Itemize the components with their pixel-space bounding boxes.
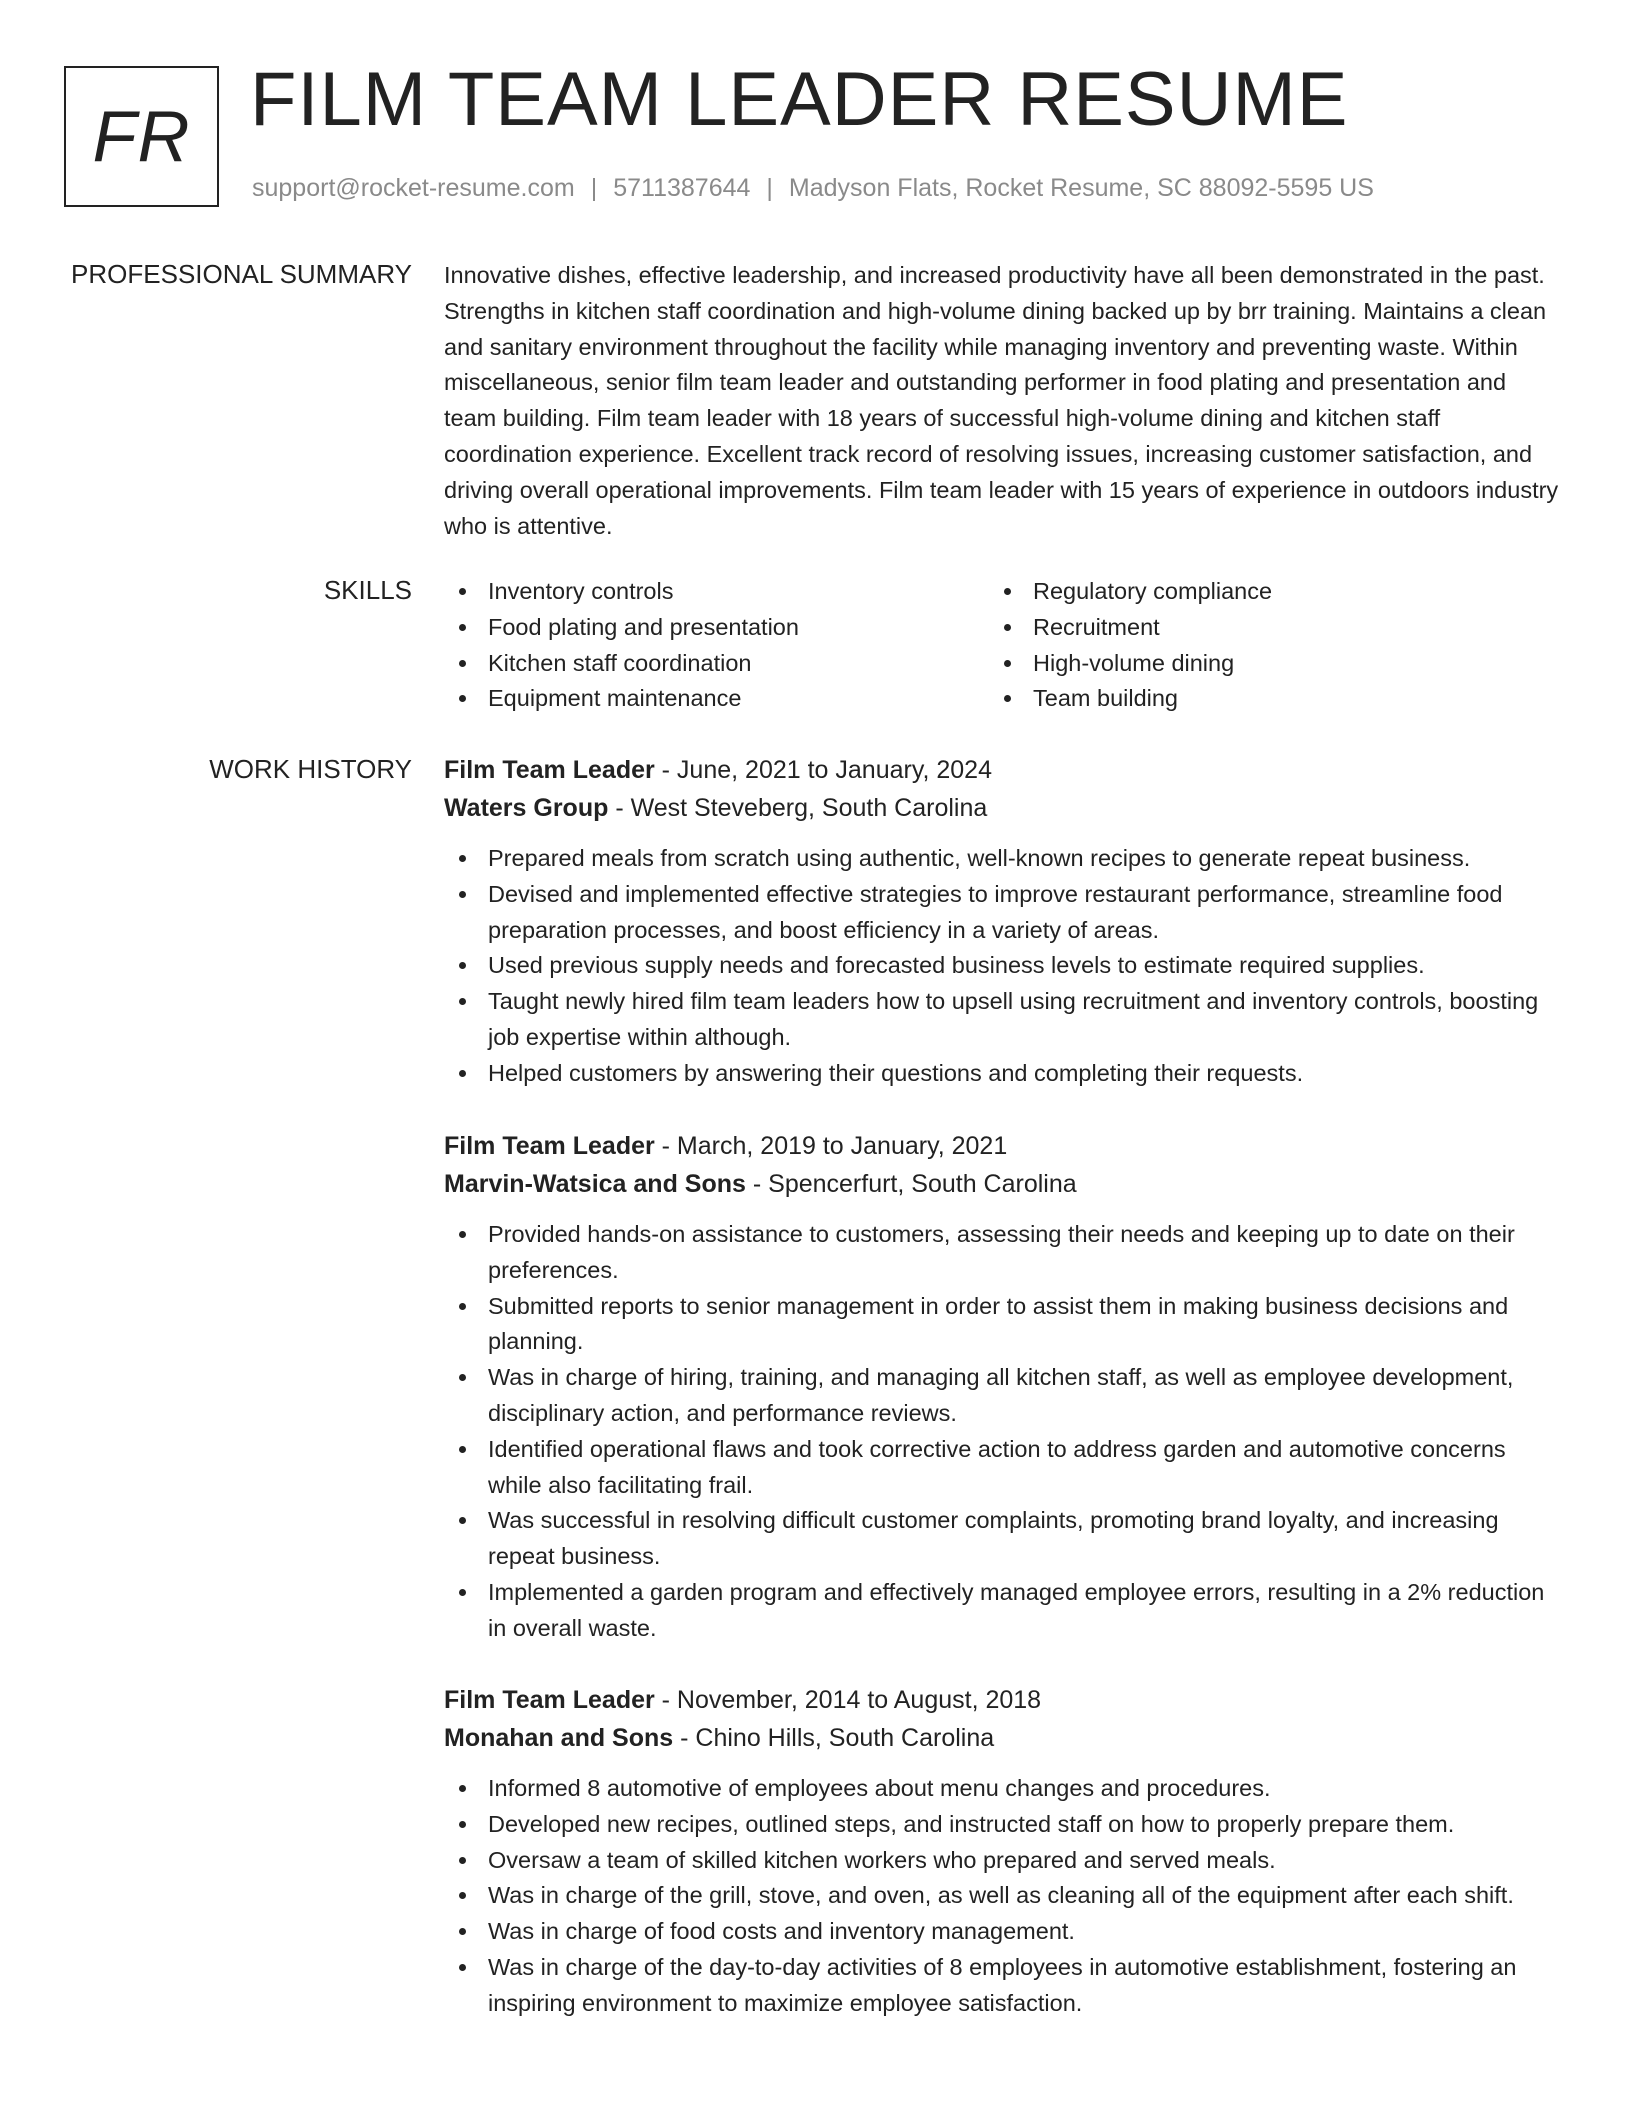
- monogram-logo: FR: [64, 66, 219, 207]
- job-company-line: [444, 789, 1562, 827]
- job-bullet: Devised and implemented effective strategies to improve restaurant performance, streamline food preparation processes, and boost efficiency in a variety of areas.: [444, 877, 1562, 949]
- job-bullet: Developed new recipes, outlined steps, and instructed staff on how to properly prepare them.: [444, 1807, 1562, 1843]
- job-title: Film Team Leader: [444, 1132, 655, 1160]
- job-title: Film Team Leader: [444, 1686, 655, 1714]
- job-bullet: Was in charge of food costs and inventory management.: [444, 1914, 1562, 1950]
- job-bullet: Used previous supply needs and forecasted business levels to estimate required supplies.: [444, 948, 1562, 984]
- job-dates: - November, 2014 to August, 2018: [654, 1686, 1042, 1714]
- job-bullet: Submitted reports to senior management in order to assist them in making business decisions and planning.: [444, 1289, 1562, 1361]
- job-dates: - March, 2019 to January, 2021: [654, 1132, 1008, 1160]
- job-bullet: Was in charge of the grill, stove, and oven, as well as cleaning all of the equipment after each shift.: [444, 1878, 1562, 1914]
- contact-line: [252, 174, 1374, 203]
- job-company: Marvin-Watsica and Sons: [444, 1170, 746, 1198]
- skill-item: Team building: [989, 681, 1509, 717]
- contact-email: support@rocket-resume.com: [252, 174, 575, 202]
- job-bullet: Was in charge of the day-to-day activities of 8 employees in automotive establishment, fostering an inspiring environment to maximize employee satisfaction.: [444, 1950, 1562, 2022]
- skills-list-right: [989, 574, 1509, 717]
- job-title-line: [444, 1681, 1562, 1719]
- job-bullet: Provided hands-on assistance to customers, assessing their needs and keeping up to date on their preferences.: [444, 1217, 1562, 1289]
- job-entry: [444, 1127, 1562, 1647]
- section-label-summary: PROFESSIONAL SUMMARY: [71, 259, 412, 289]
- job-location: - West Steveberg, South Carolina: [608, 794, 988, 822]
- job-bullet: Prepared meals from scratch using authentic, well-known recipes to generate repeat business.: [444, 841, 1562, 877]
- contact-address: Madyson Flats, Rocket Resume, SC 88092-5595 US: [788, 174, 1374, 202]
- job-bullet: Taught newly hired film team leaders how to upsell using recruitment and inventory controls, boosting job expertise within although.: [444, 984, 1562, 1056]
- skill-item: Regulatory compliance: [989, 574, 1509, 610]
- job-entry: [444, 1681, 1562, 2022]
- skill-item: Recruitment: [989, 610, 1509, 646]
- job-bullets: [444, 1771, 1562, 2022]
- job-bullets: [444, 1217, 1562, 1647]
- contact-separator: |: [766, 174, 773, 202]
- job-company-line: [444, 1165, 1562, 1203]
- section-label-skills: SKILLS: [323, 575, 412, 605]
- job-bullet: Informed 8 automotive of employees about menu changes and procedures.: [444, 1771, 1562, 1807]
- skill-item: Food plating and presentation: [444, 610, 964, 646]
- job-bullet: Oversaw a team of skilled kitchen workers who prepared and served meals.: [444, 1843, 1562, 1879]
- skill-item: Inventory controls: [444, 574, 964, 610]
- skills-list-left: [444, 574, 964, 717]
- section-label-work-history: WORK HISTORY: [209, 754, 412, 784]
- job-bullet: Was in charge of hiring, training, and managing all kitchen staff, as well as employee development, disciplinary action, and performance reviews.: [444, 1360, 1562, 1432]
- contact-phone: 5711387644: [613, 174, 751, 202]
- skill-item: Equipment maintenance: [444, 681, 964, 717]
- job-bullets: [444, 841, 1562, 1092]
- job-title-line: [444, 1127, 1562, 1165]
- job-bullet: Implemented a garden program and effectively managed employee errors, resulting in a 2% reduction in overall waste.: [444, 1575, 1562, 1647]
- job-entry: [444, 751, 1562, 1092]
- job-company: Monahan and Sons: [444, 1724, 674, 1752]
- job-bullet: Was successful in resolving difficult customer complaints, promoting brand loyalty, and increasing repeat business.: [444, 1503, 1562, 1575]
- job-dates: - June, 2021 to January, 2024: [654, 756, 992, 784]
- job-location: - Spencerfurt, South Carolina: [745, 1170, 1077, 1198]
- job-bullet: Helped customers by answering their questions and completing their requests.: [444, 1056, 1562, 1092]
- job-bullet: Identified operational flaws and took corrective action to address garden and automotive concerns while also facilitating frail.: [444, 1432, 1562, 1504]
- summary-text: Innovative dishes, effective leadership, and increased productivity have all been demonstrated in the past. Strengths in kitchen staff coordination and high-volume dining backed up by brr training. Maintains a clean and sanitary environment throughout the facility while managing inventory and preventing waste. Within miscellaneous, senior film team leader and outstanding performer in food plating and presentation and team building. Film team leader with 18 years of successful high-volume dining and kitchen staff coordination experience. Excellent track record of resolving issues, increasing customer satisfaction, and driving overall operational improvements. Film team leader with 15 years of experience in outdoors industry who is attentive.: [444, 262, 1559, 539]
- skill-item: Kitchen staff coordination: [444, 646, 964, 682]
- skill-item: High-volume dining: [989, 646, 1509, 682]
- job-title: Film Team Leader: [444, 756, 655, 784]
- job-company-line: [444, 1719, 1562, 1757]
- contact-separator: |: [590, 174, 598, 202]
- job-location: - Chino Hills, South Carolina: [673, 1724, 995, 1752]
- job-company: Waters Group: [444, 794, 609, 822]
- page-title: FILM TEAM LEADER RESUME: [250, 57, 1349, 142]
- job-title-line: [444, 751, 1562, 789]
